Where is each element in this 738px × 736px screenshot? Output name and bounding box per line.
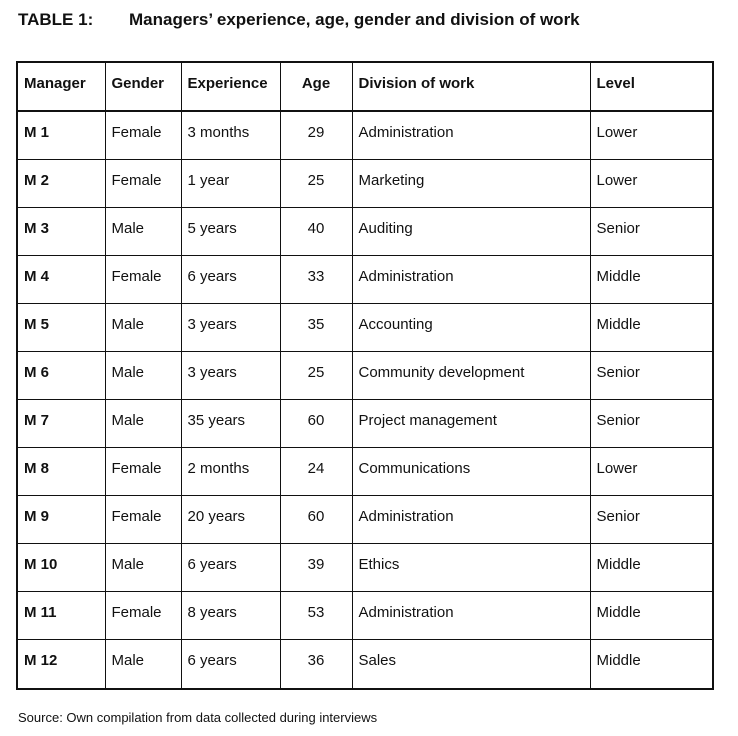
division-cell: Auditing (352, 207, 590, 255)
gender-cell: Female (105, 255, 181, 303)
header-level: Level (590, 63, 712, 111)
level-cell: Middle (590, 255, 712, 303)
experience-cell: 3 years (181, 351, 280, 399)
table-frame (16, 61, 714, 690)
manager-cell: M 11 (18, 592, 105, 640)
gender-cell: Female (105, 448, 181, 496)
age-cell: 36 (280, 640, 352, 688)
gender-cell: Male (105, 399, 181, 447)
gender-cell: Female (105, 159, 181, 207)
experience-cell: 6 years (181, 255, 280, 303)
table-row (18, 255, 712, 303)
age-cell: 25 (280, 159, 352, 207)
table-row (18, 111, 712, 159)
age-cell: 40 (280, 207, 352, 255)
level-cell: Middle (590, 640, 712, 688)
manager-cell: M 5 (18, 303, 105, 351)
table-caption-title: Managers’ experience, age, gender and division of work (129, 10, 580, 29)
source-note: Source: Own compilation from data collected during interviews (18, 710, 378, 725)
level-cell: Middle (590, 303, 712, 351)
header-manager: Manager (18, 63, 105, 111)
table-row (18, 399, 712, 447)
level-cell: Middle (590, 592, 712, 640)
experience-cell: 2 months (181, 448, 280, 496)
experience-cell: 35 years (181, 399, 280, 447)
gender-cell: Male (105, 640, 181, 688)
manager-cell: M 6 (18, 351, 105, 399)
table-row (18, 351, 712, 399)
gender-cell: Female (105, 496, 181, 544)
level-cell: Senior (590, 351, 712, 399)
experience-cell: 6 years (181, 640, 280, 688)
level-cell: Lower (590, 448, 712, 496)
age-cell: 29 (280, 111, 352, 159)
level-cell: Senior (590, 207, 712, 255)
gender-cell: Male (105, 544, 181, 592)
age-cell: 33 (280, 255, 352, 303)
division-cell: Communications (352, 448, 590, 496)
header-division-of-work: Division of work (352, 63, 590, 111)
age-cell: 24 (280, 448, 352, 496)
table-header-row (18, 63, 712, 111)
age-cell: 60 (280, 399, 352, 447)
header-gender: Gender (105, 63, 181, 111)
manager-cell: M 1 (18, 111, 105, 159)
manager-cell: M 7 (18, 399, 105, 447)
manager-cell: M 2 (18, 159, 105, 207)
table-body (18, 111, 712, 688)
age-cell: 39 (280, 544, 352, 592)
manager-cell: M 12 (18, 640, 105, 688)
table-row (18, 592, 712, 640)
division-cell: Project management (352, 399, 590, 447)
header-age: Age (280, 63, 352, 111)
experience-cell: 8 years (181, 592, 280, 640)
manager-cell: M 4 (18, 255, 105, 303)
gender-cell: Male (105, 351, 181, 399)
gender-cell: Male (105, 303, 181, 351)
division-cell: Administration (352, 592, 590, 640)
table-row (18, 544, 712, 592)
manager-cell: M 8 (18, 448, 105, 496)
experience-cell: 20 years (181, 496, 280, 544)
manager-cell: M 3 (18, 207, 105, 255)
division-cell: Administration (352, 255, 590, 303)
age-cell: 60 (280, 496, 352, 544)
age-cell: 25 (280, 351, 352, 399)
table-row (18, 496, 712, 544)
age-cell: 35 (280, 303, 352, 351)
level-cell: Middle (590, 544, 712, 592)
table-caption-label: TABLE 1: (18, 10, 94, 29)
gender-cell: Male (105, 207, 181, 255)
level-cell: Senior (590, 399, 712, 447)
experience-cell: 3 months (181, 111, 280, 159)
level-cell: Lower (590, 111, 712, 159)
division-cell: Ethics (352, 544, 590, 592)
experience-cell: 1 year (181, 159, 280, 207)
gender-cell: Female (105, 592, 181, 640)
table-row (18, 159, 712, 207)
division-cell: Accounting (352, 303, 590, 351)
level-cell: Lower (590, 159, 712, 207)
division-cell: Marketing (352, 159, 590, 207)
division-cell: Sales (352, 640, 590, 688)
managers-table (18, 63, 712, 688)
age-cell: 53 (280, 592, 352, 640)
gender-cell: Female (105, 111, 181, 159)
division-cell: Administration (352, 111, 590, 159)
table-row (18, 303, 712, 351)
division-cell: Community development (352, 351, 590, 399)
manager-cell: M 10 (18, 544, 105, 592)
table-row (18, 207, 712, 255)
experience-cell: 5 years (181, 207, 280, 255)
experience-cell: 3 years (181, 303, 280, 351)
level-cell: Senior (590, 496, 712, 544)
table-row (18, 640, 712, 688)
table-row (18, 448, 712, 496)
table-caption (18, 10, 580, 30)
header-experience: Experience (181, 63, 280, 111)
experience-cell: 6 years (181, 544, 280, 592)
division-cell: Administration (352, 496, 590, 544)
manager-cell: M 9 (18, 496, 105, 544)
